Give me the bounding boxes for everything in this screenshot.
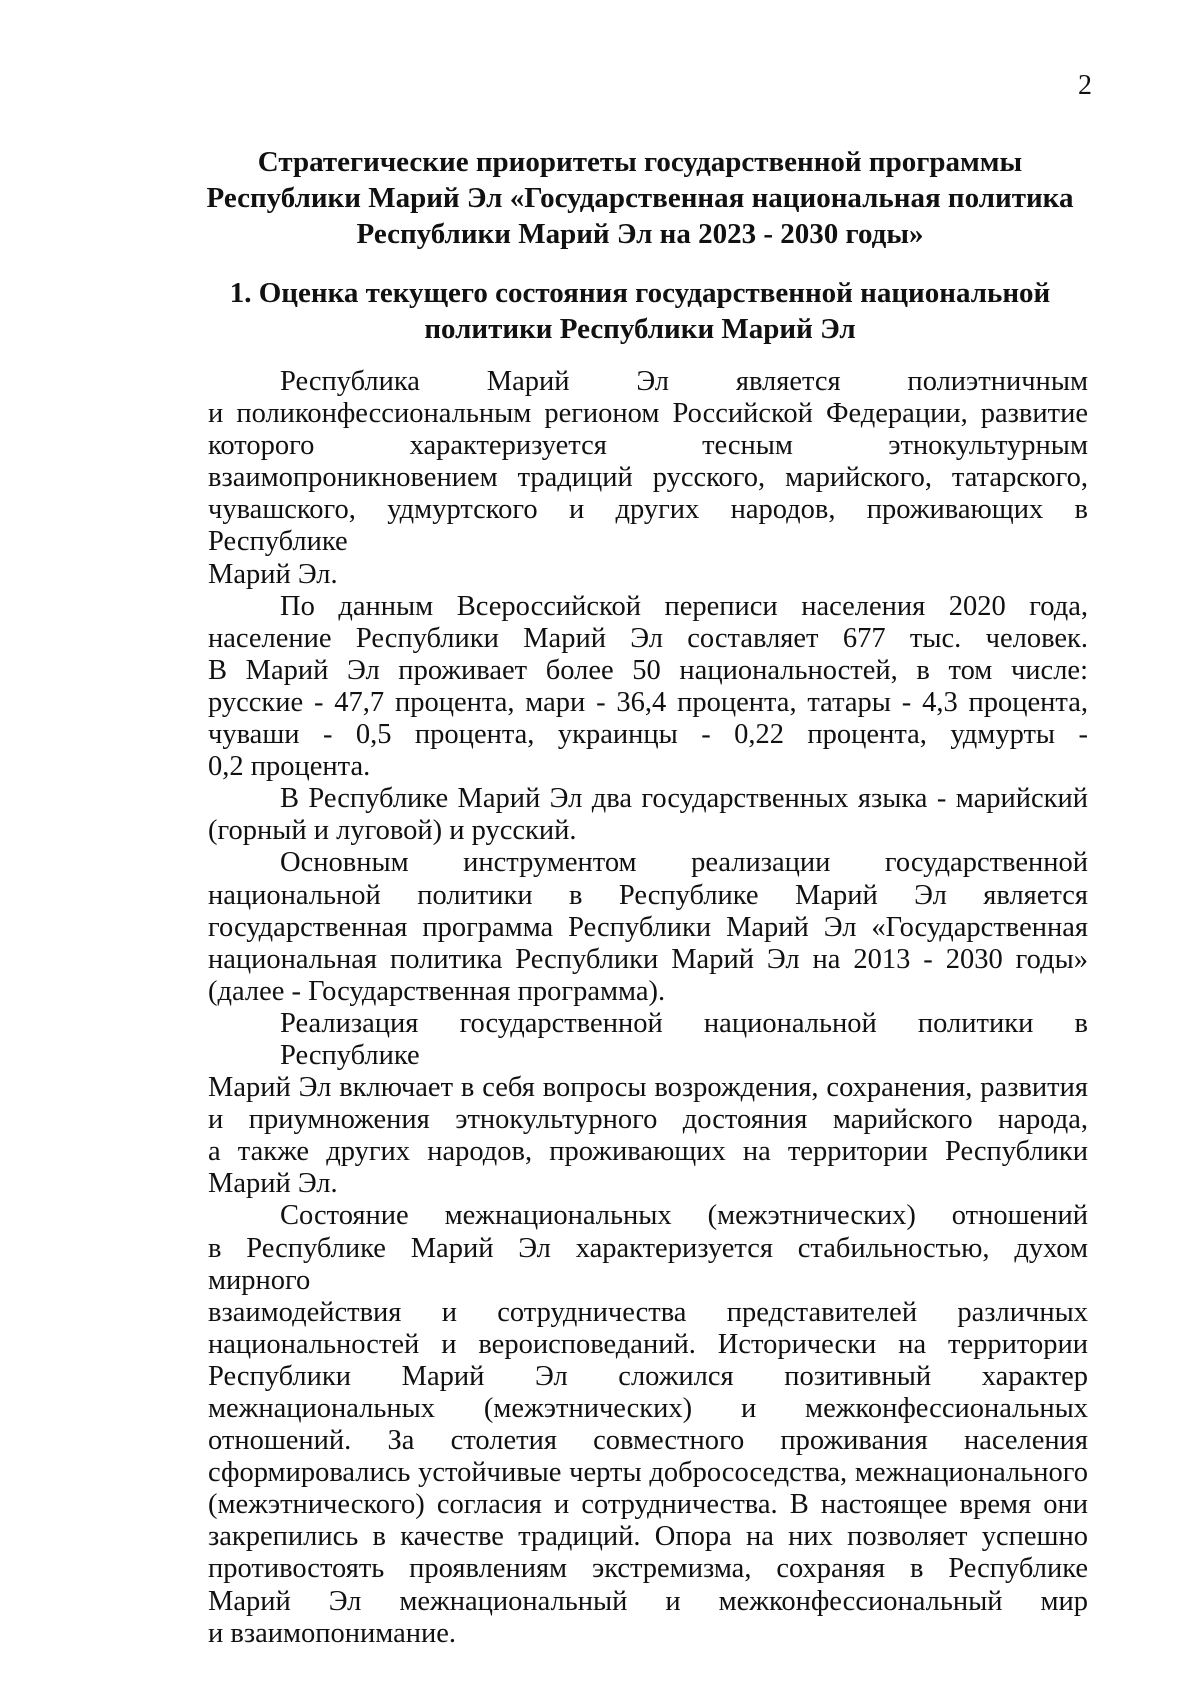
paragraph-state-languages [208, 783, 1088, 847]
text-line: Республики Марий Эл сложился позитивный характер [208, 1360, 1088, 1392]
text-line: Марий Эл межнациональный и межконфессиональный мир [208, 1585, 1088, 1617]
section-heading-line: 1. Оценка текущего состояния государственной национальной [229, 277, 1051, 309]
text-line: (горный и луговой) и русский. [208, 815, 577, 847]
paragraph-policy-implementation [208, 1008, 1088, 1201]
text-line: чуваши - 0,5 процента, украинцы - 0,22 процента, удмурты - [208, 719, 1088, 751]
text-line: и взаимопонимание. [208, 1617, 457, 1649]
text-line: закрепились в качестве традиций. Опора на них позволяет успешно [208, 1521, 1088, 1553]
text-line: (межэтнического) согласия и сотрудничества. В настоящее время они [208, 1489, 1088, 1521]
text-line: государственная программа Республики Марий Эл «Государственная [208, 911, 1088, 943]
text-line: а также других народов, проживающих на территории Республики [208, 1136, 1088, 1168]
text-line: национальная политика Республики Марий Эл на 2013 - 2030 годы» [208, 943, 1088, 975]
text-line: противостоять проявлениям экстремизма, сохраняя в Республике [208, 1553, 1088, 1585]
text-line: Марий Эл. [208, 1168, 338, 1200]
text-line: национальностей и вероисповеданий. Исторически на территории [208, 1328, 1088, 1360]
text-line: Состояние межнациональных (межэтнических) отношений [280, 1200, 1088, 1232]
paragraph-census-data [208, 591, 1088, 784]
text-line: Основным инструментом реализации государственной [280, 847, 1088, 879]
text-line: В Республике Марий Эл два государственных языка - марийский [280, 783, 1088, 815]
section-heading [200, 275, 1080, 347]
text-line: национальной политики в Республике Марий Эл является [208, 879, 1088, 911]
text-line: русские - 47,7 процента, мари - 36,4 процента, татары - 4,3 процента, [208, 686, 1088, 718]
document-title-line: Республики Марий Эл «Государственная национальная политика [206, 182, 1074, 214]
text-line: и поликонфессиональным регионом Российской Федерации, развитие [208, 398, 1088, 430]
text-line: (далее - Государственная программа). [208, 975, 666, 1007]
text-line: Республика Марий Эл является полиэтничным [280, 366, 1088, 397]
text-line: межнациональных (межэтнических) и межконфессиональных [208, 1393, 1088, 1424]
paragraph-ethnic-composition [208, 366, 1088, 591]
page-number: 2 [1078, 70, 1092, 101]
text-line: В Марий Эл проживает более 50 национальностей, в том числе: [208, 654, 1088, 686]
paragraph-interethnic-relations [208, 1200, 1088, 1649]
text-line: взаимопроникновением традиций русского, марийского, татарского, [208, 462, 1088, 494]
text-line: взаимодействия и сотрудничества представителей различных [208, 1296, 1088, 1328]
text-line: население Республики Марий Эл составляет 677 тыс. человек. [208, 622, 1088, 654]
text-line: По данным Всероссийской переписи населения 2020 года, [280, 590, 1088, 622]
body-text [208, 366, 1088, 1650]
document-title-line: Республики Марий Эл на 2023 - 2030 годы» [356, 218, 924, 250]
text-line: в Республике Марий Эл характеризуется стабильностью, духом мирного [208, 1232, 1088, 1296]
text-line: чувашского, удмуртского и других народов, проживающих в Республике [208, 494, 1088, 558]
text-line: 0,2 процента. [208, 751, 371, 783]
text-line: которого характеризуется тесным этнокультурным [208, 430, 1088, 462]
text-line: отношений. За столетия совместного проживания населения [208, 1425, 1088, 1457]
text-line: Марий Эл включает в себя вопросы возрождения, сохранения, развития [208, 1072, 1088, 1104]
text-line: Реализация государственной национальной политики в Республике [280, 1007, 1088, 1071]
document-title-line: Стратегические приоритеты государственной программы [257, 146, 1023, 178]
document-title [200, 144, 1080, 252]
text-line: и приумножения этнокультурного достояния марийского народа, [208, 1104, 1088, 1136]
text-line: сформировались устойчивые черты добрососедства, межнационального [208, 1457, 1088, 1489]
section-heading-line: политики Республики Марий Эл [424, 313, 856, 345]
text-line: Марий Эл. [208, 558, 338, 590]
paragraph-state-program [208, 847, 1088, 1007]
